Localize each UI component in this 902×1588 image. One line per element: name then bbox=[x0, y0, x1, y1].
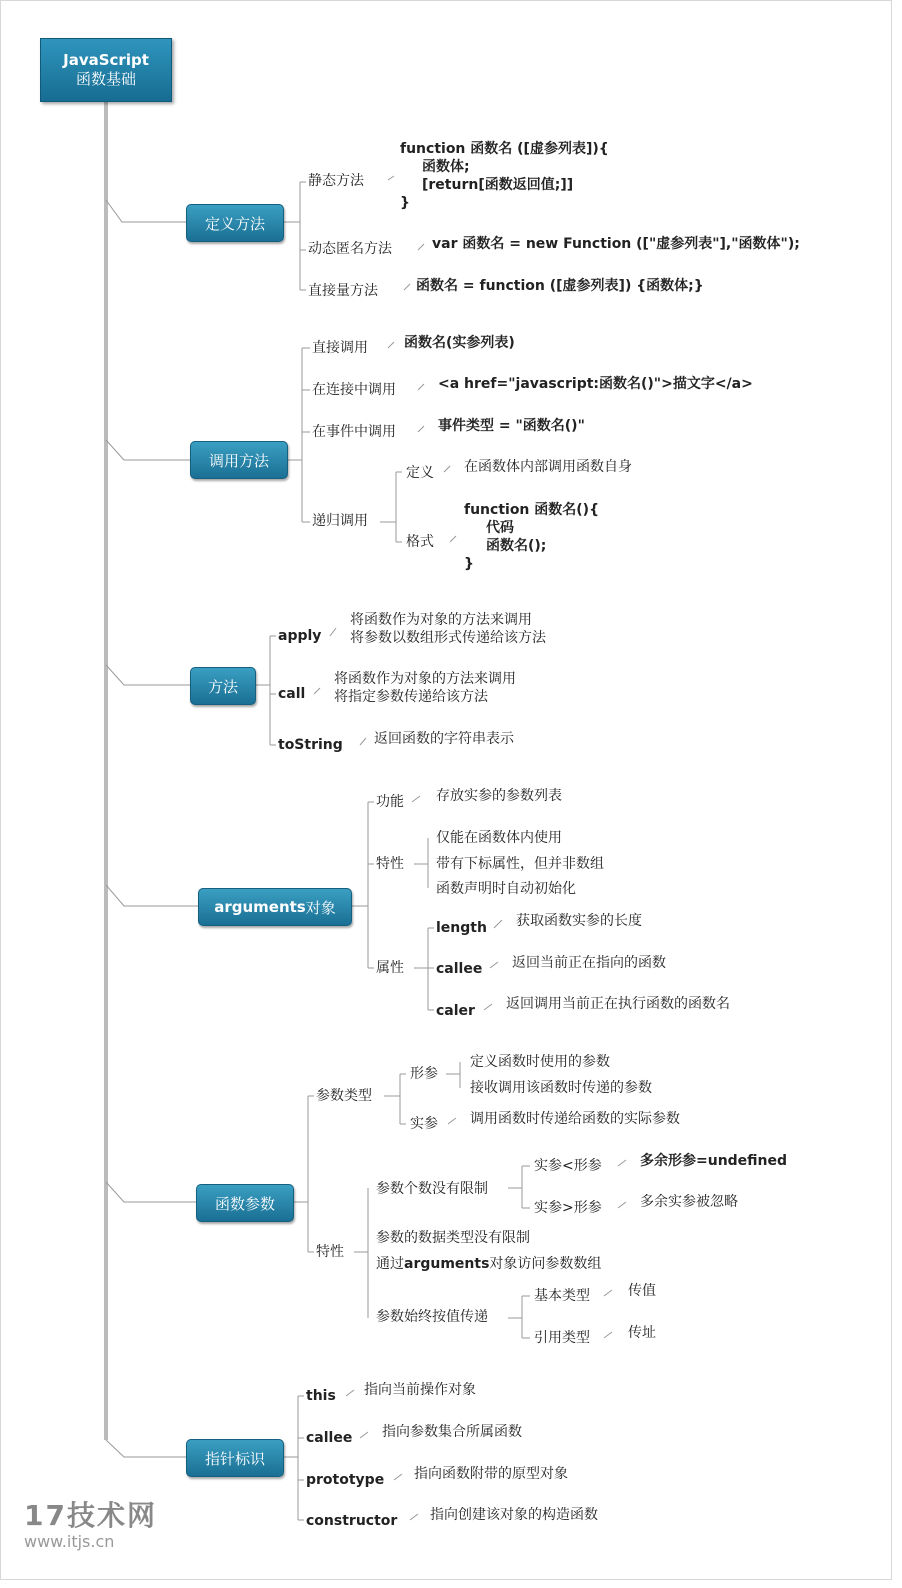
formal-line-1: 定义函数时使用的参数 bbox=[470, 1054, 610, 1070]
ptr-callee-text: 指向参数集合所属函数 bbox=[382, 1424, 522, 1440]
param-count-label: 参数个数没有限制 bbox=[376, 1181, 488, 1197]
actual-param-text: 调用函数时传递给函数的实际参数 bbox=[470, 1111, 680, 1127]
static-code-line-1: function 函数名 ([虚参列表]){ bbox=[400, 141, 609, 157]
param-feat-label: 特性 bbox=[316, 1244, 344, 1260]
constructor-label: constructor bbox=[306, 1513, 398, 1529]
link-call-label: 在连接中调用 bbox=[312, 382, 396, 398]
caler-label: caler bbox=[436, 1003, 475, 1019]
prototype-label: prototype bbox=[306, 1472, 385, 1488]
direct-call-label: 直接调用 bbox=[312, 340, 368, 356]
static-code-line-4: } bbox=[400, 195, 410, 211]
event-call-code: 事件类型 = "函数名()" bbox=[438, 418, 585, 434]
ptr-callee-label: callee bbox=[306, 1430, 353, 1446]
apply-line-2: 将参数以数组形式传递给该方法 bbox=[350, 630, 546, 646]
formal-param-label: 形参 bbox=[410, 1066, 438, 1082]
length-text: 获取函数实参的长度 bbox=[516, 913, 642, 929]
call-line-1: 将函数作为对象的方法来调用 bbox=[334, 671, 516, 687]
ref-type-text: 传址 bbox=[628, 1325, 656, 1341]
byvalue-label: 参数始终按值传递 bbox=[376, 1309, 488, 1325]
param-args-post: 对象访问参数数组 bbox=[489, 1256, 602, 1272]
arguments-func-text: 存放实参的参数列表 bbox=[436, 788, 562, 804]
basic-type-label: 基本类型 bbox=[534, 1288, 590, 1304]
root-title: JavaScript bbox=[63, 51, 149, 69]
format-code-line-3: 函数名(); bbox=[486, 538, 547, 554]
site-logo bbox=[24, 1494, 157, 1551]
arguments-feat-label: 特性 bbox=[376, 856, 404, 872]
param-args-text bbox=[376, 1256, 601, 1272]
dynamic-code: var 函数名 = new Function (["虚参列表"],"函数体"); bbox=[432, 236, 800, 252]
node-call-methods: 调用方法 bbox=[190, 441, 288, 479]
node-methods: 方法 bbox=[190, 667, 256, 705]
static-code-line-3: [return[函数返回值;]] bbox=[422, 177, 574, 193]
node-pointer-identifiers: 指针标识 bbox=[186, 1439, 284, 1477]
lt-text: 多余形参=undefined bbox=[640, 1153, 788, 1169]
arguments-feat-3: 函数声明时自动初始化 bbox=[436, 881, 576, 897]
node-define-methods: 定义方法 bbox=[186, 204, 284, 242]
ref-type-label: 引用类型 bbox=[534, 1330, 590, 1346]
apply-line-1: 将函数作为对象的方法来调用 bbox=[350, 612, 532, 628]
lt-label: 实参<形参 bbox=[534, 1158, 602, 1174]
param-type-label: 参数类型 bbox=[316, 1088, 372, 1104]
direct-call-code: 函数名(实参列表) bbox=[404, 335, 515, 351]
format-code-line-1: function 函数名(){ bbox=[464, 502, 600, 518]
arguments-func-label: 功能 bbox=[376, 794, 404, 810]
param-dtype-text: 参数的数据类型没有限制 bbox=[376, 1230, 530, 1246]
link-call-code: <a href="javascript:函数名()">描文字</a> bbox=[438, 376, 753, 392]
gt-text: 多余实参被忽略 bbox=[640, 1194, 738, 1210]
tostring-text: 返回函数的字符串表示 bbox=[374, 731, 514, 747]
site-logo-text: 17技术网 bbox=[24, 1499, 157, 1532]
root-subtitle: 函数基础 bbox=[75, 70, 136, 88]
root-node bbox=[40, 38, 172, 102]
call-line-2: 将指定参数传递给该方法 bbox=[334, 689, 488, 705]
gt-label: 实参>形参 bbox=[534, 1200, 602, 1216]
call-label: call bbox=[278, 686, 306, 702]
event-call-label: 在事件中调用 bbox=[312, 424, 396, 440]
dynamic-method-label: 动态匿名方法 bbox=[308, 241, 392, 257]
param-args-bold: arguments bbox=[404, 1256, 490, 1272]
format-code-line-2: 代码 bbox=[486, 520, 514, 536]
arguments-feat-2: 带有下标属性，但并非数组 bbox=[436, 856, 604, 872]
caler-text: 返回调用当前正在执行函数的函数名 bbox=[506, 996, 730, 1012]
literal-code: 函数名 = function ([虚参列表]) {函数体;} bbox=[416, 278, 704, 294]
length-label: length bbox=[436, 920, 487, 936]
arguments-title-bold: arguments bbox=[214, 898, 306, 916]
this-label: this bbox=[306, 1388, 336, 1404]
node-arguments-object bbox=[198, 888, 352, 926]
this-text: 指向当前操作对象 bbox=[364, 1382, 476, 1398]
callee-text: 返回当前正在指向的函数 bbox=[512, 955, 666, 971]
site-logo-url: www.itjs.cn bbox=[24, 1532, 115, 1551]
callee-label: callee bbox=[436, 961, 483, 977]
constructor-text: 指向创建该对象的构造函数 bbox=[430, 1507, 598, 1523]
recursive-format-label: 格式 bbox=[406, 534, 434, 550]
tostring-label: toString bbox=[278, 737, 343, 753]
recursive-def-label: 定义 bbox=[406, 465, 434, 481]
static-method-label: 静态方法 bbox=[308, 173, 364, 189]
static-code-line-2: 函数体; bbox=[422, 159, 470, 175]
formal-line-2: 接收调用该函数时传递的参数 bbox=[470, 1080, 652, 1096]
literal-method-label: 直接量方法 bbox=[308, 283, 378, 299]
apply-label: apply bbox=[278, 628, 322, 644]
node-function-params: 函数参数 bbox=[196, 1184, 294, 1222]
arguments-feat-1: 仅能在函数体内使用 bbox=[436, 830, 562, 846]
actual-param-label: 实参 bbox=[410, 1116, 438, 1132]
param-args-pre: 通过 bbox=[376, 1256, 404, 1272]
recursive-call-label: 递归调用 bbox=[312, 513, 368, 529]
prototype-text: 指向函数附带的原型对象 bbox=[414, 1466, 568, 1482]
arguments-title-rest: 对象 bbox=[305, 898, 336, 917]
basic-type-text: 传值 bbox=[628, 1283, 656, 1299]
recursive-def-text: 在函数体内部调用函数自身 bbox=[464, 459, 632, 475]
format-code-line-4: } bbox=[464, 556, 474, 572]
arguments-prop-label: 属性 bbox=[376, 960, 404, 976]
